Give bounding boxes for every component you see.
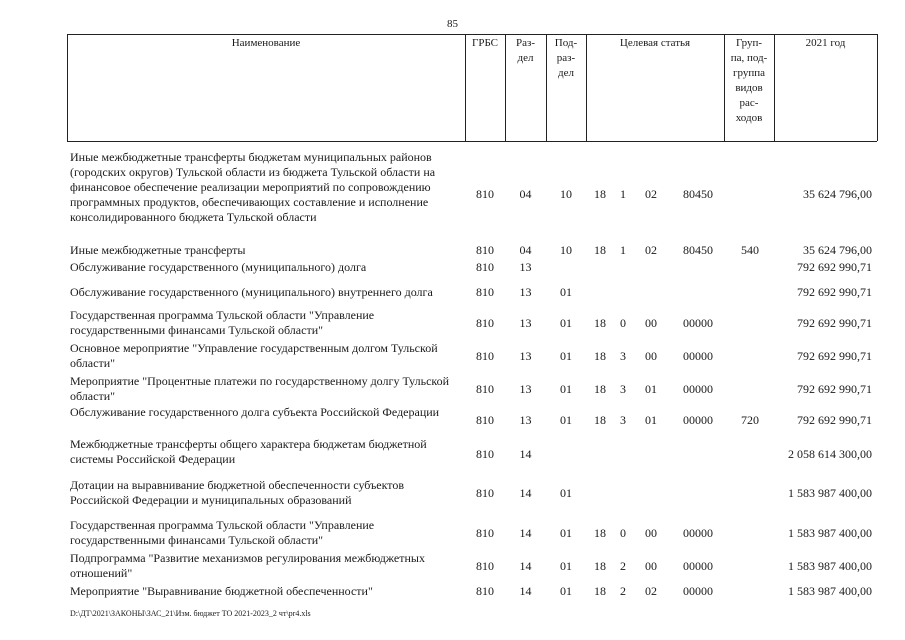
row-grbs: 810	[476, 447, 494, 461]
row-podrazdel: 01	[560, 559, 572, 573]
row-target-event: 00	[645, 526, 657, 540]
row-target-event: 01	[645, 413, 657, 427]
header-target: Целевая статья	[619, 37, 691, 49]
row-grbs: 810	[476, 187, 494, 201]
row-sum: 35 624 796,00	[803, 243, 872, 257]
row-name: Иные межбюджетные трансферты бюджетам муниципальных районов (городских округов) Тульской области из бюджета Тульской области на финансовое обеспечение реализации мероприятий по сопровождению программных продуктов, обеспечивающих составление и исполнение консолидированного бюджета Тульской области	[70, 150, 436, 224]
row-razdel: 14	[519, 559, 532, 573]
row-sum: 792 692 990,71	[797, 285, 872, 299]
row-sum: 1 583 987 400,00	[788, 584, 872, 598]
row-grbs: 810	[476, 382, 494, 396]
row-grbs: 810	[476, 316, 494, 330]
row-razdel: 14	[519, 584, 532, 598]
row-target-subprogram: 0	[620, 316, 626, 330]
table-top-border	[67, 34, 877, 35]
row-grbs: 810	[476, 260, 494, 274]
row-grbs: 810	[476, 285, 494, 299]
row-target-subprogram: 3	[620, 413, 626, 427]
header-group: Груп- па, под- группа видов рас- ходов	[730, 37, 768, 124]
row-sum: 1 583 987 400,00	[788, 559, 872, 573]
row-sum: 1 583 987 400,00	[788, 526, 872, 540]
header-year: 2021 год	[805, 37, 846, 49]
row-podrazdel: 10	[560, 243, 572, 257]
row-name: Обслуживание государственного (муниципального) внутреннего долга	[70, 285, 433, 299]
row-grbs: 810	[476, 584, 494, 598]
row-target-code: 00000	[683, 349, 713, 363]
row-group: 540	[741, 243, 759, 257]
row-sum: 792 692 990,71	[797, 413, 872, 427]
row-razdel: 13	[519, 285, 532, 299]
file-path-footer: D:\ДТ\2021\ЗАКОНЫ\ЗАС_21\Изм. бюджет ТО 2021-2023_2 чт\pr4.xls	[70, 609, 311, 618]
row-target-code: 00000	[683, 316, 713, 330]
row-grbs: 810	[476, 413, 494, 427]
row-target-event: 02	[645, 243, 657, 257]
row-sum: 792 692 990,71	[797, 260, 872, 274]
row-target-program: 18	[594, 316, 606, 330]
row-razdel: 14	[519, 526, 532, 540]
row-target-program: 18	[594, 349, 606, 363]
row-razdel: 13	[519, 382, 532, 396]
row-grbs: 810	[476, 349, 494, 363]
row-name: Обслуживание государственного (муниципального) долга	[70, 260, 367, 274]
row-podrazdel: 01	[560, 413, 572, 427]
row-razdel: 14	[519, 447, 532, 461]
row-name: Мероприятие "Выравнивание бюджетной обеспеченности"	[70, 584, 373, 598]
row-target-program: 18	[594, 187, 606, 201]
row-target-code: 00000	[683, 526, 713, 540]
row-name: Обслуживание государственного долга субъекта Российской Федерации	[70, 405, 440, 419]
row-name: Межбюджетные трансферты общего характера бюджетам бюджетной системы Российской Федерации	[70, 437, 427, 466]
row-target-subprogram: 0	[620, 526, 626, 540]
row-target-subprogram: 3	[620, 382, 626, 396]
row-name: Государственная программа Тульской области "Управление государственными финансами Тульской области"	[70, 308, 375, 337]
row-target-event: 00	[645, 316, 657, 330]
row-razdel: 13	[519, 316, 532, 330]
row-razdel: 13	[519, 260, 532, 274]
row-target-program: 18	[594, 413, 606, 427]
row-target-code: 00000	[683, 413, 713, 427]
row-podrazdel: 01	[560, 382, 572, 396]
row-target-program: 18	[594, 243, 606, 257]
row-podrazdel: 01	[560, 584, 572, 598]
row-podrazdel: 01	[560, 316, 572, 330]
row-group: 720	[741, 413, 759, 427]
row-target-subprogram: 2	[620, 559, 626, 573]
row-podrazdel: 10	[560, 187, 572, 201]
row-target-code: 80450	[683, 187, 713, 201]
row-name: Государственная программа Тульской области "Управление государственными финансами Тульской области"	[70, 518, 375, 547]
row-name: Основное мероприятие "Управление государственным долгом Тульской области"	[70, 341, 438, 370]
row-name: Подпрограмма "Развитие механизмов регулирования межбюджетных отношений"	[70, 551, 425, 580]
row-target-code: 00000	[683, 559, 713, 573]
row-target-code: 00000	[683, 584, 713, 598]
row-sum: 792 692 990,71	[797, 316, 872, 330]
row-grbs: 810	[476, 559, 494, 573]
header-razdel: Раз- дел	[515, 37, 535, 64]
row-target-event: 02	[645, 584, 657, 598]
row-razdel: 13	[519, 413, 532, 427]
row-grbs: 810	[476, 243, 494, 257]
row-grbs: 810	[476, 526, 494, 540]
row-podrazdel: 01	[560, 349, 572, 363]
row-target-subprogram: 1	[620, 187, 626, 201]
row-razdel: 13	[519, 349, 532, 363]
row-podrazdel: 01	[560, 486, 572, 500]
row-sum: 1 583 987 400,00	[788, 486, 872, 500]
row-target-event: 00	[645, 559, 657, 573]
row-podrazdel: 01	[560, 285, 572, 299]
row-grbs: 810	[476, 486, 494, 500]
header-podrazdel: Под- раз- дел	[554, 37, 578, 79]
row-target-code: 00000	[683, 382, 713, 396]
row-name: Дотации на выравнивание бюджетной обеспеченности субъектов Российской Федерации и муниципальных образований	[70, 478, 405, 507]
header-grbs: ГРБС	[471, 37, 499, 49]
row-razdel: 14	[519, 486, 532, 500]
row-target-program: 18	[594, 526, 606, 540]
row-sum: 792 692 990,71	[797, 349, 872, 363]
row-target-program: 18	[594, 382, 606, 396]
row-sum: 792 692 990,71	[797, 382, 872, 396]
row-podrazdel: 01	[560, 526, 572, 540]
row-sum: 2 058 614 300,00	[788, 447, 872, 461]
row-target-event: 02	[645, 187, 657, 201]
row-target-subprogram: 1	[620, 243, 626, 257]
row-target-code: 80450	[683, 243, 713, 257]
row-razdel: 04	[519, 187, 532, 201]
row-target-event: 00	[645, 349, 657, 363]
header-name: Наименование	[231, 37, 301, 49]
row-target-program: 18	[594, 559, 606, 573]
row-name: Иные межбюджетные трансферты	[70, 243, 246, 257]
row-target-subprogram: 3	[620, 349, 626, 363]
row-sum: 35 624 796,00	[803, 187, 872, 201]
header-divider	[877, 34, 878, 141]
row-name: Мероприятие "Процентные платежи по государственному долгу Тульской области"	[70, 374, 450, 403]
row-target-event: 01	[645, 382, 657, 396]
row-target-program: 18	[594, 584, 606, 598]
row-razdel: 04	[519, 243, 532, 257]
header-bottom-border	[67, 141, 877, 142]
page-number: 85	[447, 18, 458, 30]
row-target-subprogram: 2	[620, 584, 626, 598]
